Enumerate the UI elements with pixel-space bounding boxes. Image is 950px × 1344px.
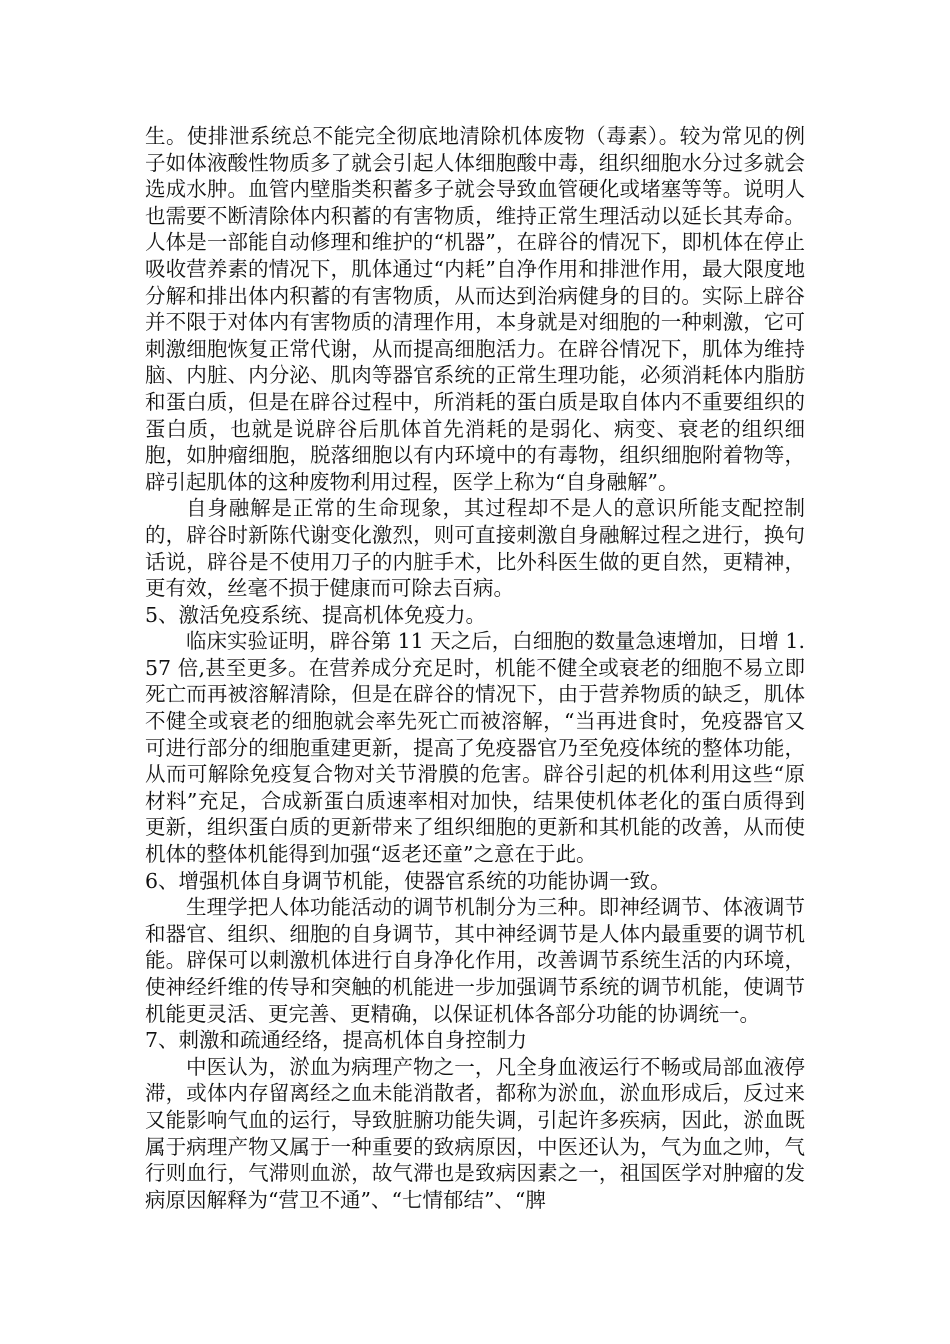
paragraph-2: 自身融解是正常的生命现象，其过程却不是人的意识所能支配控制的，辟谷时新陈代谢变化激烈，则可直接刺激自身融解过程之进行，换句话说，辟谷是不使用刀子的内脏手术，比外科医生做的更自然，更精神，更有效，丝毫不损于健康而可除去百病。 <box>145 496 805 601</box>
paragraph-3: 临床实验证明，辟谷第 11 天之后，白细胞的数量急速增加，日增 1.57 倍,甚至更多。在营养成分充足时，机能不健全或衰老的细胞不易立即死亡而再被溶解清除，但是在辟谷的情况下，由于营养物质的缺乏，肌体不健全或衰老的细胞就会率先死亡而被溶解，“当再进食时，免疫器官又可进行部分的细胞重建更新，提高了免疫器官乃至免疫体统的整体功能，从而可解除免疫复合物对关节滑膜的危害。辟谷引起的机体利用这些“原材料”充足，合成新蛋白质速率相对加快，结果使机体老化的蛋白质得到更新，组织蛋白质的更新带来了组织细胞的更新和其机能的改善，从而使机体的整体机能得到加强“返老还童”之意在于此。 <box>145 629 805 867</box>
section-heading-7: 7、刺激和疏通经络，提高机体自身控制力 <box>145 1028 528 1053</box>
section-heading-5: 5、激活免疫系统、提高机体免疫力。 <box>145 602 487 627</box>
paragraph-4: 生理学把人体功能活动的调节机制分为三种。即神经调节、体液调节和器官、组织、细胞的自身调节，其中神经调节是人体内最重要的调节机能。辟保可以刺激机体进行自身净化作用，改善调节系统生活的内环境，使神经纤维的传导和突触的机能进一步加强调节系统的调节机能，使调节机能更灵活、更完善、更精确，以保证机体各部分功能的协调统一。 <box>145 895 805 1026</box>
paragraph-1: 生。使排泄系统总不能完全彻底地清除机体废物（毒素）。较为常见的例子如体液酸性物质多了就会引起人体细胞酸中毒，组织细胞水分过多就会选成水肿。血管内壁脂类积蓄多子就会导致血管硬化或堵塞等等。说明人也需要不断清除体内积蓄的有害物质，维持正常生理活动以延长其寿命。人体是一部能自动修理和维护的“机器”，在辟谷的情况下，即机体在停止吸收营养素的情况下，肌体通过“内耗”自净作用和排泄作用，最大限度地分解和排出体内积蓄的有害物质，从而达到治病健身的目的。实际上辟谷并不限于对体内有害物质的清理作用，本身就是对细胞的一种刺激，它可刺激细胞恢复正常代谢，从而提高细胞活力。在辟谷情况下，肌体为维持脑、内脏、内分泌、肌肉等器官系统的正常生理功能，必须消耗体内脂肪和蛋白质，但是在辟谷过程中，所消耗的蛋白质是取自体内不重要组织的蛋白质，也就是说辟谷后肌体首先消耗的是弱化、病变、衰老的组织细胞，如肿瘤细胞，脱落细胞以有内环境中的有毒物，组织细胞附着物等，辟引起肌体的这种废物利用过程，医学上称为“自身融解”。 <box>145 124 805 494</box>
paragraph-5: 中医认为，淤血为病理产物之一，凡全身血液运行不畅或局部血液停滞，或体内存留离经之血未能消散者，都称为淤血，淤血形成后，反过来又能影响气血的运行，导致脏腑功能失调，引起许多疾病，因此，淤血既属于病理产物又属于一种重要的致病原因，中医还认为，气为血之帅，气行则血行，气滞则血淤，故气滞也是致病因素之一，祖国医学对肿瘤的发病原因解释为“营卫不通”、“七情郁结”、“脾 <box>145 1054 805 1212</box>
document-body <box>145 123 805 1213</box>
section-heading-6: 6、增强机体自身调节机能，使器官系统的功能协调一致。 <box>145 868 671 893</box>
